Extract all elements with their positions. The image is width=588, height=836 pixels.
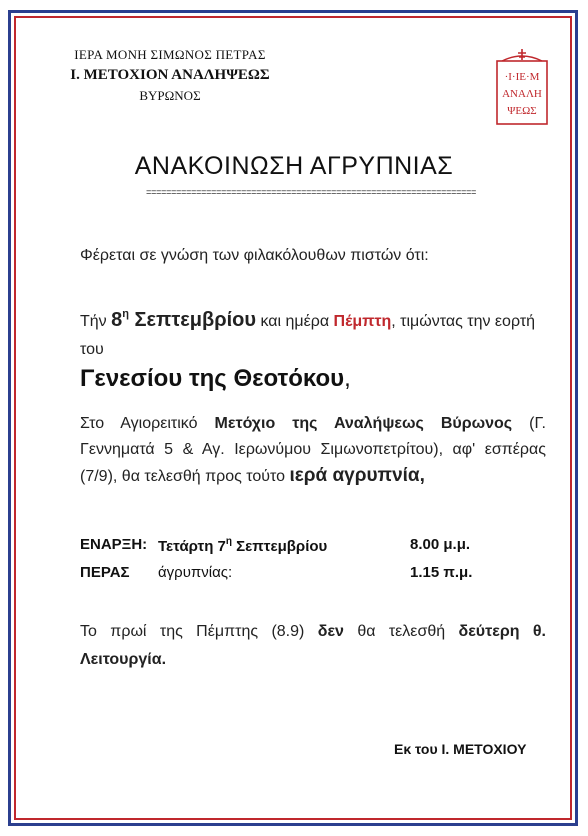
start-day: Τετάρτη 7 [158,538,226,555]
logo-text-2: ΑΝΑΛΗ [502,88,542,100]
date-day [111,309,256,331]
date-text-3: , τιμώντας την εορτή του [80,313,536,358]
place-text-1: Στο Αγιορειτικό [80,415,215,432]
day-suffix: η [122,308,129,320]
start-date [158,536,327,555]
place-paragraph [80,411,546,490]
monastery-header [40,45,300,106]
date-month: Σεπτεμβρίου [128,309,256,331]
end-time: 1.15 π.μ. [410,564,473,581]
place-name: Μετόχιο της Αναλήψεως Βύρωνος [214,415,513,432]
header-line-1: ΙΕΡΑ ΜΟΝΗ ΣΙΜΩΝΟΣ ΠΕΤΡΑΣ [74,47,266,62]
place-text-2: (Γ. Γεννηματά 5 & Αγ. Ιερωνύμου Σιμωνοπετρίτου), αφ' εσπέρας (7/9), θα τελεσθή προς τούτο [80,415,546,485]
weekday: Πέμπτη [333,313,392,330]
start-time: 8.00 μ.μ. [410,536,471,553]
logo-text-3: ΨΕΩΣ [507,105,537,117]
date-paragraph [80,300,550,364]
vigil-text: ιερά αγρυπνία, [289,465,425,486]
date-text-2: και ημέρα [256,313,334,330]
signature: Εκ του Ι. ΜΕΤΟΧΙΟΥ [394,741,527,757]
note-text-1: Το πρωί της Πέμπτης (8.9) [80,623,318,640]
end-label: ΠΕΡΑΣ [80,564,130,581]
day-number: 8 [111,309,123,331]
note-liturgy: δεύτερη θ. Λειτουργία. [80,623,546,668]
note-paragraph [80,618,546,674]
feast-title: Γενεσίου της Θεοτόκου [80,365,345,392]
start-label: ΕΝΑΡΞΗ: [80,536,148,553]
title-underline: ================================================================== [146,188,477,198]
end-text: άγρυπνίας: [158,564,233,581]
date-text-1: Τήν [80,313,112,330]
logo-text-1: ·Ι·ΙΕ·Μ [504,71,540,83]
cross-icon [518,49,526,60]
intro-text: Φέρεται σε γνώση των φιλακόλουθων πιστών ότι: [80,247,429,264]
feast-name [80,365,351,393]
header-line-2: Ι. ΜΕΤΟΧΙΟΝ ΑΝΑΛΗΨΕΩΣ [70,67,270,83]
start-suffix: η [225,536,233,547]
feast-comma: , [344,365,351,392]
note-text-2: θα τελεσθή [343,623,459,640]
metochion-logo [496,47,548,125]
announcement-title: ΑΝΑΚΟΙΝΩΣΗ ΑΓΡΥΠΝΙΑΣ [134,152,454,180]
header-line-3: ΒΥΡΩΝΟΣ [139,88,201,103]
start-month: Σεπτεμβρίου [232,538,328,555]
note-negation: δεν [317,623,344,640]
